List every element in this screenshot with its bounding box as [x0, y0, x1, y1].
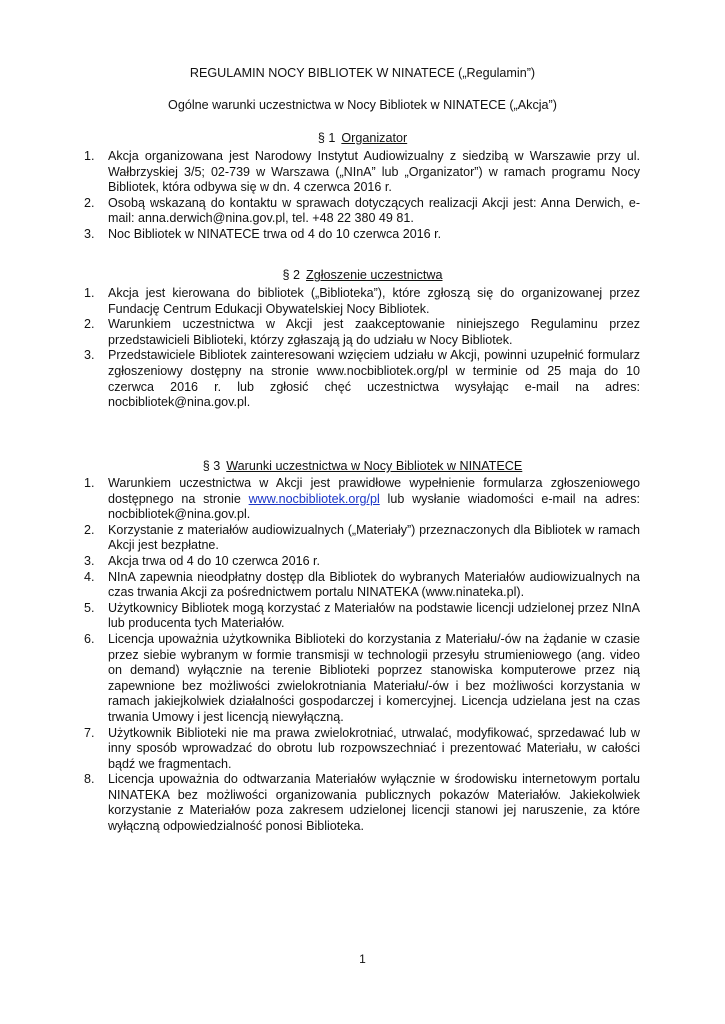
- item-text-after: lub wysłanie wiadomości e-mail na adres: nocbibliotek@nina.gov.pl.: [108, 491, 640, 522]
- item-text-before: Warunkiem uczestnictwa w Akcji jest prawidłowe wypełnienie formularza zgłoszeniowego dostępnego na stronie: [108, 476, 640, 506]
- item-number: 2.: [84, 317, 95, 332]
- item-number: 8.: [84, 772, 95, 787]
- item-text: Akcja trwa od 4 do 10 czerwca 2016 r.: [108, 553, 321, 568]
- list-item: [84, 772, 640, 834]
- list-item: [84, 196, 640, 227]
- item-text: Licencja upoważnia użytkownika Biblioteki do korzystania z Materiału/-ów na żądanie w czasie przez siebie wybranym w formie transmisji w technologii przesyłu strumieniowego (ang. video on demand) wyłącznie na terenie Biblioteki poprzez stanowiska komputerowe przez nią zapewnione bez możliwości zwielokrotniania Materiału/-ów i bez możliwości korzystania w ramach jakiejkolwiek działalności gospodarczej i komercyjnej. Licencja udzielana jest na czas trwania Umowy i jest licencją niewyłączną.: [108, 631, 640, 724]
- list-item: [84, 476, 640, 523]
- item-number: 2.: [84, 195, 95, 210]
- section-number: § 3: [202, 459, 221, 473]
- item-number: 3.: [84, 348, 95, 363]
- item-number: 4.: [84, 569, 95, 584]
- item-text: Korzystanie z materiałów audiowizualnych („Materiały”) przeznaczonych dla Bibliotek w ramach Akcji jest bezpłatne.: [108, 522, 640, 553]
- section-3-list: [84, 476, 640, 835]
- section-title: Zgłoszenie uczestnictwa: [306, 268, 443, 282]
- section-2-list: [84, 286, 640, 411]
- item-text: Osobą wskazaną do kontaktu w sprawach dotyczących realizacji Akcji jest: Anna Derwich, e-mail: anna.derwich@nina.gov.pl, tel. +48 22 380 49 81.: [108, 195, 640, 226]
- section-1-list: [84, 149, 640, 243]
- item-text: Akcja jest kierowana do bibliotek („Biblioteka”), które zgłoszą się do organizowanej przez Fundację Centrum Edukacji Obywatelskiej Nocy Bibliotek.: [108, 286, 640, 316]
- item-text: Warunkiem uczestnictwa w Akcji jest zaakceptowanie niniejszego Regulaminu przez przedstawicieli Biblioteki, którzy zgłaszają ją do udziału w Nocy Bibliotek.: [108, 317, 640, 347]
- list-item: [84, 348, 640, 410]
- list-item: [84, 523, 640, 554]
- section-title: Organizator: [341, 131, 408, 145]
- item-text: Licencja upoważnia do odtwarzania Materiałów wyłącznie w środowisku internetowym portalu NINATEKA bez możliwości organizowania publicznych pokazów Materiałów. Jakiekolwiek korzystanie z Materiałów poza zakresem udzielonej licencji stanowi jej naruszenie, za które wyłączną odpowiedzialność ponosi Biblioteka.: [108, 772, 640, 834]
- list-item: [84, 317, 640, 348]
- list-item: [84, 554, 640, 570]
- item-number: 2.: [84, 522, 95, 537]
- list-item: [84, 149, 640, 196]
- page-number: 1: [359, 952, 366, 966]
- item-text: Użytkownicy Bibliotek mogą korzystać z Materiałów na podstawie licencji udzielonej przez NInA lub producenta tych Materiałów.: [108, 600, 640, 631]
- section-3-heading: [0, 459, 725, 473]
- nocbibliotek-link[interactable]: www.nocbibliotek.org/pl: [248, 491, 380, 506]
- list-item: [84, 286, 640, 317]
- item-text: Przedstawiciele Bibliotek zainteresowani wzięciem udziału w Akcji, powinni uzupełnić formularz zgłoszeniowy dostępny na stronie www.nocbibliotek.org/pl w terminie od 25 maja do 10 czerwca 2016 r. lub zgłosić chęć uczestnictwa wysyłając e-mail na adres: nocbibliotek@nina.gov.pl.: [108, 348, 640, 410]
- list-item: [84, 227, 640, 243]
- item-number: 1.: [84, 476, 95, 490]
- item-text: Użytkownik Biblioteki nie ma prawa zwielokrotniać, utrwalać, modyfikować, sprzedawać lub w inny sposób wprowadzać do obrotu lub rozpowszechniać i prezentować Materiału, w całości bądź we fragmentach.: [108, 725, 640, 771]
- section-number: § 2: [282, 268, 300, 282]
- list-item: [84, 726, 640, 773]
- item-number: 7.: [84, 725, 95, 740]
- list-item: [84, 632, 640, 726]
- section-1-heading: [0, 131, 725, 145]
- item-number: 1.: [84, 149, 95, 163]
- item-number: 5.: [84, 600, 95, 615]
- item-text: Noc Bibliotek w NINATECE trwa od 4 do 10 czerwca 2016 r.: [108, 226, 442, 241]
- item-number: 1.: [84, 286, 95, 300]
- item-text: Akcja organizowana jest Narodowy Instytut Audiowizualny z siedzibą w Warszawie przy ul. Wałbrzyskiej 3/5; 02-739 w Warszawa („NInA” lub „Organizator”) w ramach programu Nocy Bibliotek, która odbywa się w dn. 4 czerwca 2016 r.: [108, 149, 640, 195]
- item-text: NInA zapewnia nieodpłatny dostęp dla Bibliotek do wybranych Materiałów audiowizualnych na czas trwania Akcji za pośrednictwem portalu NINATEKA (www.ninateka.pl).: [108, 569, 640, 600]
- item-number: 6.: [84, 631, 95, 646]
- item-number: 3.: [84, 553, 95, 568]
- list-item: [84, 601, 640, 632]
- section-number: § 1: [317, 131, 336, 145]
- section-2-heading: [0, 268, 725, 282]
- document-subtitle: Ogólne warunki uczestnictwa w Nocy Bibliotek w NINATECE („Akcja”): [168, 98, 557, 112]
- section-title: Warunki uczestnictwa w Nocy Bibliotek w NINATECE: [226, 459, 523, 473]
- item-number: 3.: [84, 226, 95, 241]
- document-title: REGULAMIN NOCY BIBLIOTEK W NINATECE („Regulamin”): [189, 66, 536, 80]
- list-item: [84, 570, 640, 601]
